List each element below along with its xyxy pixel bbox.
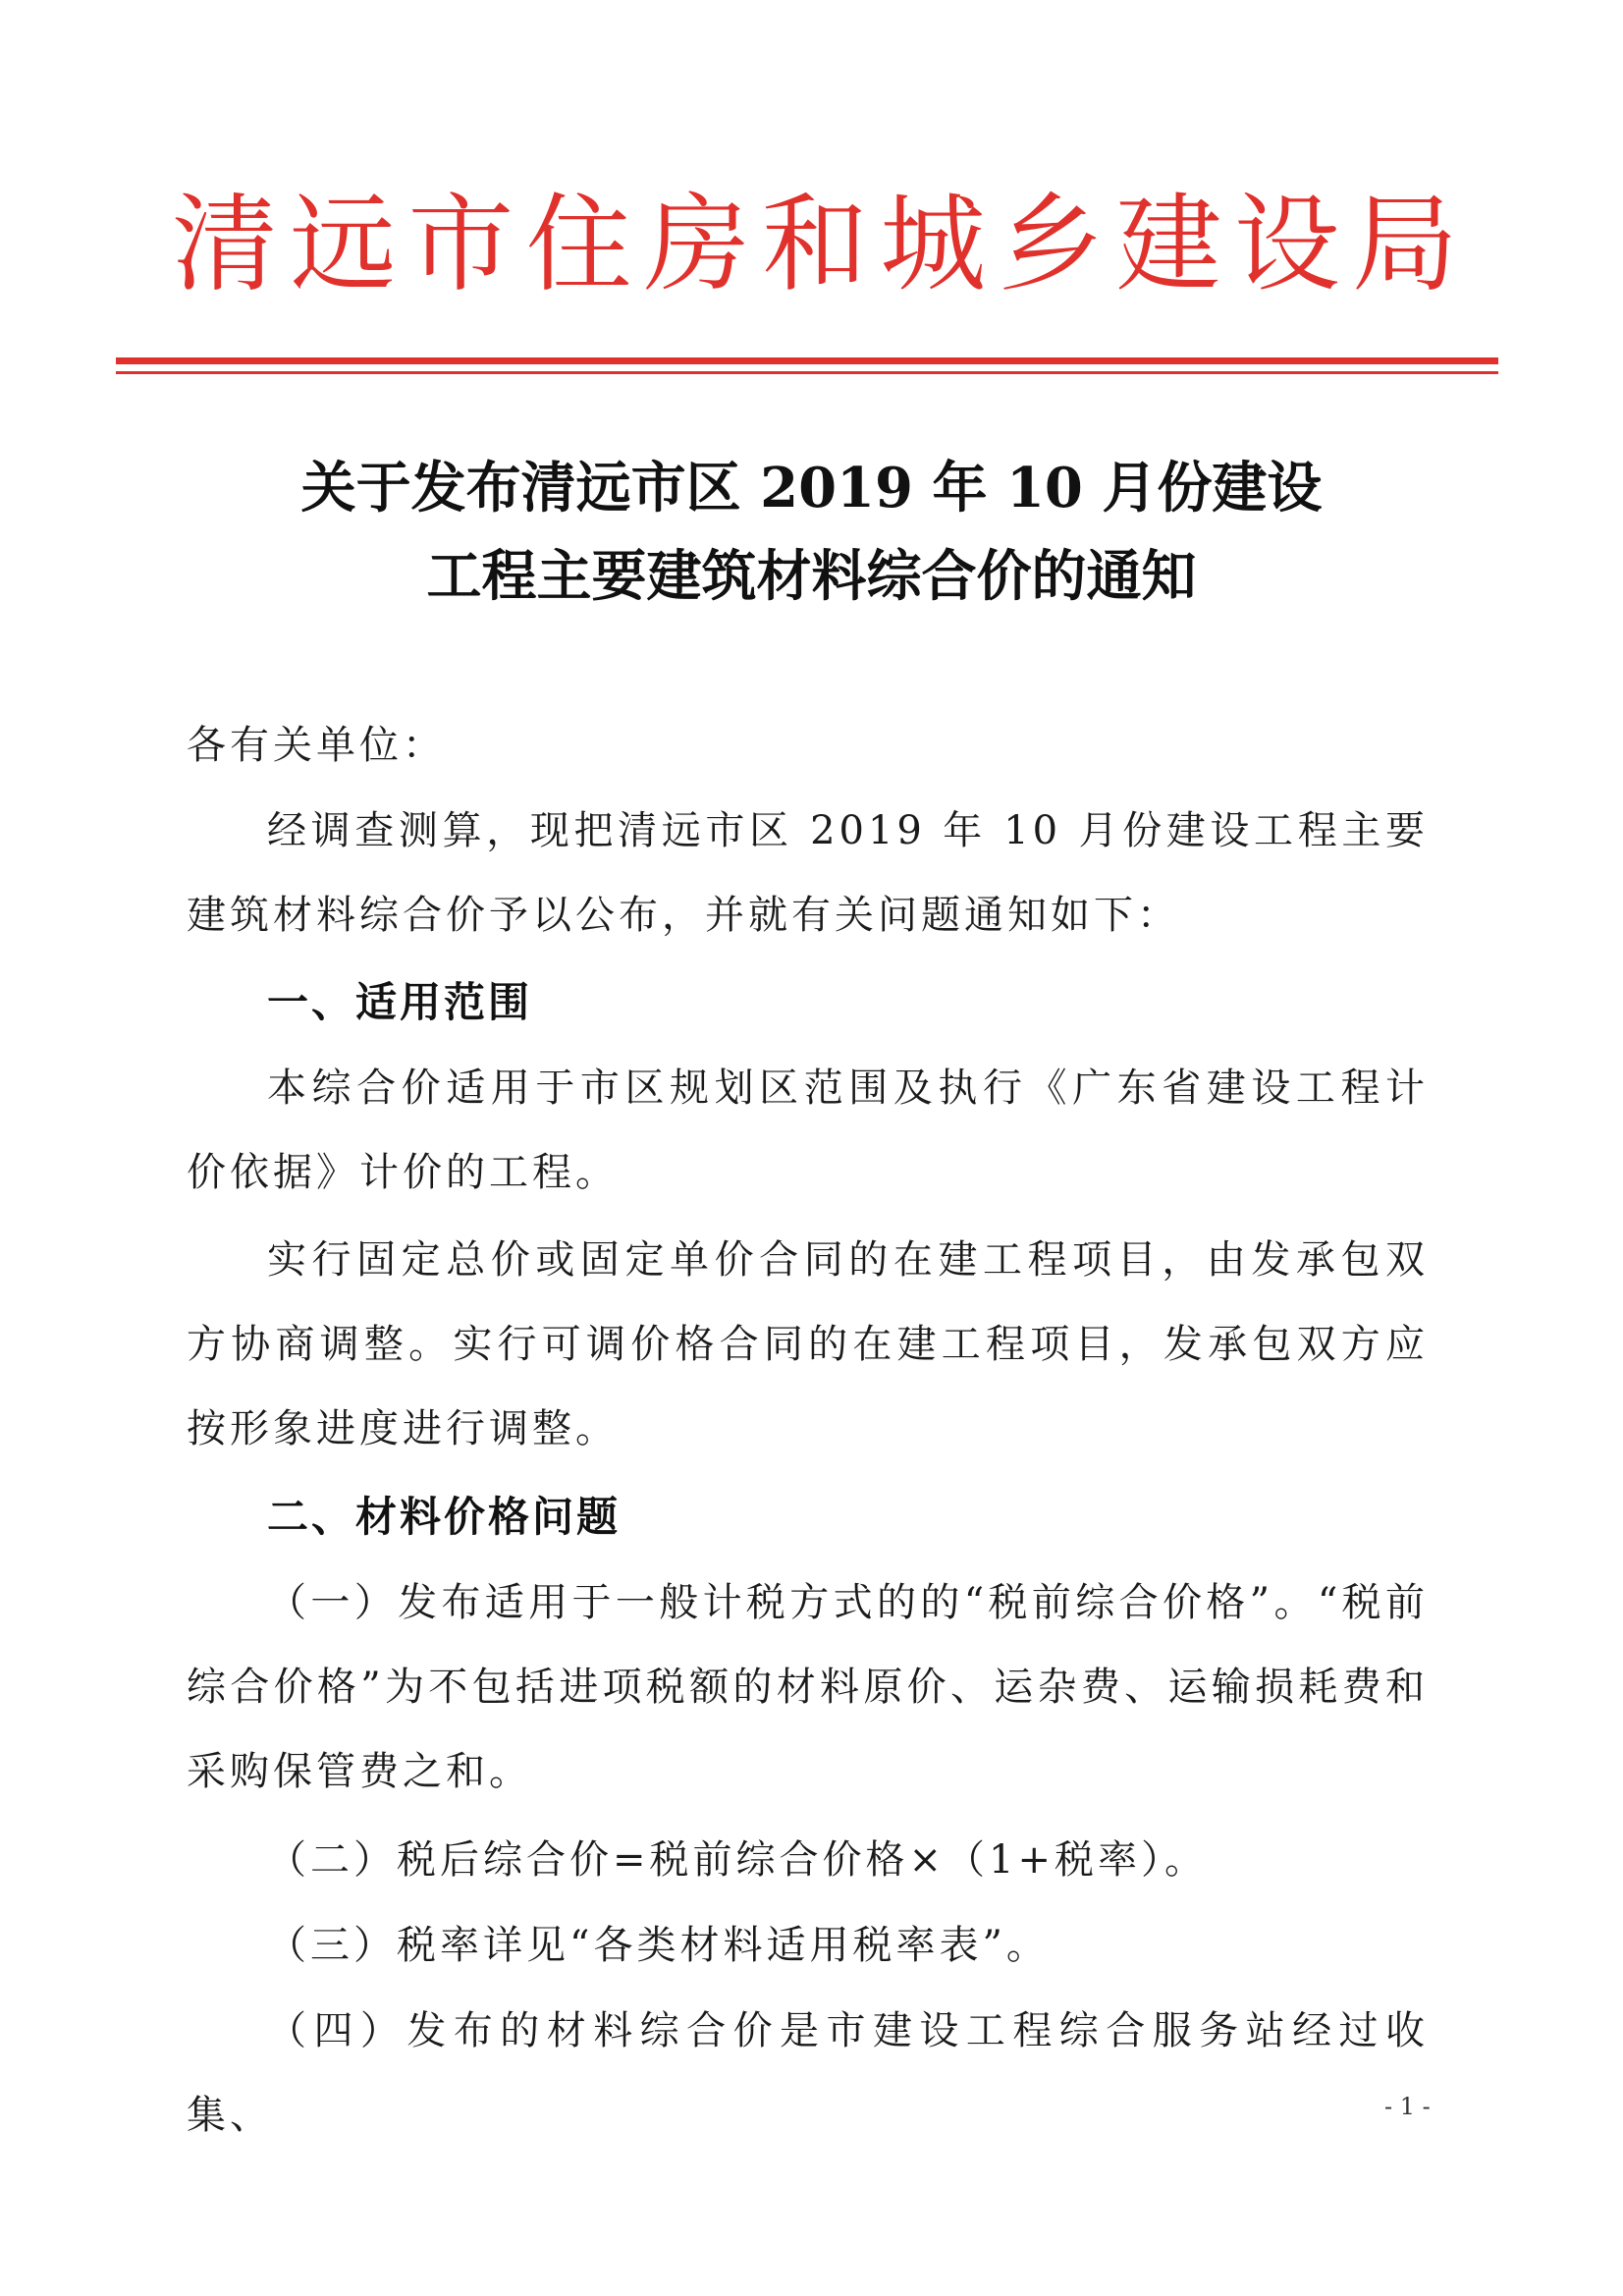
letterhead-char: 乡 [998,184,1105,306]
section-1-paragraph-2: 实行固定总价或固定单价合同的在建工程项目，由发承包双方协商调整。实行可调价格合同的在建工程项目，发承包双方应按形象进度进行调整。 [187,1237,1429,1451]
letterhead-char: 和 [761,184,868,306]
letterhead-char: 市 [407,184,514,306]
section-1-paragraph-1: 本综合价适用于市区规划区范围及执行《广东省建设工程计价依据》计价的工程。 [187,1066,1429,1195]
letterhead-char: 远 [290,184,397,306]
letterhead-char: 住 [525,184,632,306]
document-title-line-1: 关于发布清远市区 2019 年 10 月份建设 [300,456,1323,520]
letterhead-char: 城 [880,184,987,306]
letterhead-char: 清 [172,184,279,306]
letterhead-char: 房 [643,184,750,306]
section-2-item-4: （四）发布的材料综合价是市建设工程综合服务站经过收集、 [187,2008,1429,2138]
section-2-item-1: （一）发布适用于一般计税方式的的“税前综合价格”。“税前综合价格”为不包括进项税额的材料原价、运杂费、运输损耗费和采购保管费之和。 [187,1580,1429,1794]
intro-paragraph: 经调查测算，现把清远市区 2019 年 10 月份建设工程主要建筑材料综合价予以公布，并就有关问题通知如下： [187,808,1429,938]
section-1-heading: 一、适用范围 [267,978,533,1026]
letterhead-char: 建 [1115,184,1222,306]
section-2-item-3: （三）税率详见“各类材料适用税率表”。 [267,1923,1050,1968]
page-number: - 1 - [1384,2093,1431,2120]
letterhead-divider-thin [116,371,1498,374]
salutation: 各有关单位： [187,723,446,768]
letterhead-char: 局 [1351,184,1458,306]
section-2-item-2: （二）税后综合价=税前综合价格×（1+税率）。 [267,1837,1208,1883]
letterhead-title [172,184,1458,306]
letterhead-divider-thick [116,357,1498,364]
letterhead-char: 设 [1233,184,1340,306]
document-title-line-2: 工程主要建筑材料综合价的通知 [426,544,1197,609]
section-2-heading: 二、材料价格问题 [267,1493,622,1541]
